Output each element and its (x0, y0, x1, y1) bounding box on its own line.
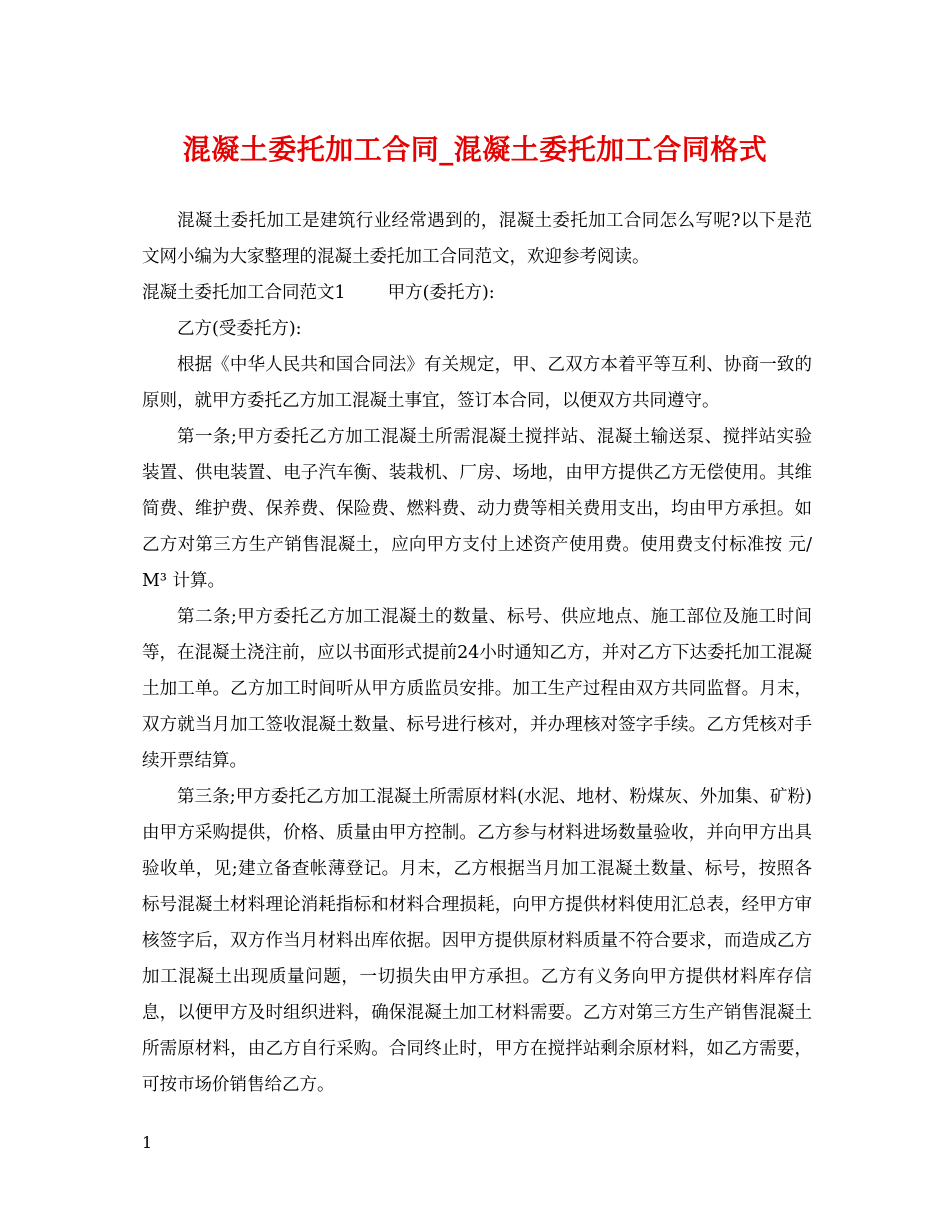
document-body (142, 203, 812, 1103)
party-b-label: 乙方(受委托方): (177, 319, 302, 339)
intro-paragraph: 混凝土委托加工是建筑行业经常遇到的，混凝土委托加工合同怎么写呢?以下是范文网小编为大家整理的混凝土委托加工合同范文，欢迎参考阅读。 (142, 211, 812, 267)
document-title: 混凝土委托加工合同_混凝土委托加工合同格式 (182, 133, 768, 166)
sample-heading-line (142, 275, 812, 311)
party-a-label: 甲方(委托方): (387, 283, 495, 303)
page-number: 1 (142, 1133, 153, 1152)
article-1-paragraph: 第一条;甲方委托乙方加工混凝土所需混凝土搅拌站、混凝土输送泵、搅拌站实验装置、供电装置、电子汽车衡、装栽机、厂房、场地，由甲方提供乙方无偿使用。其维简费、维护费、保养费、保险费、燃料费、动力费等相关费用支出，均由甲方承担。如乙方对第三方生产销售混凝土，应向甲方支付上述资产使用费。使用费支付标准按 元/M³ 计算。 (142, 427, 812, 591)
preamble-paragraph: 根据《中华人民共和国合同法》有关规定，甲、乙双方本着平等互利、协商一致的原则，就甲方委托乙方加工混凝土事宜，签订本合同，以便双方共同遵守。 (142, 355, 812, 411)
sample-heading: 混凝土委托加工合同范文1 (142, 283, 346, 303)
article-2-paragraph: 第二条;甲方委托乙方加工混凝土的数量、标号、供应地点、施工部位及施工时间等，在混凝土浇注前，应以书面形式提前24小时通知乙方，并对乙方下达委托加工混凝土加工单。乙方加工时间听从甲方质监员安排。加工生产过程由双方共同监督。月末，双方就当月加工签收混凝土数量、标号进行核对，并办理核对签字手续。乙方凭核对手续开票结算。 (142, 607, 812, 771)
article-3-paragraph: 第三条;甲方委托乙方加工混凝土所需原材料(水泥、地材、粉煤灰、外加集、矿粉)由甲方采购提供，价格、质量由甲方控制。乙方参与材料进场数量验收，并向甲方出具验收单，见;建立备查帐薄登记。月末，乙方根据当月加工混凝土数量、标号，按照各标号混凝土材料理论消耗指标和材料合理损耗，向甲方提供材料使用汇总表，经甲方审核签字后，双方作当月材料出库依据。因甲方提供原材料质量不符合要求，而造成乙方加工混凝土出现质量问题，一切损失由甲方承担。乙方有义务向甲方提供材料库存信息，以便甲方及时组织进料，确保混凝土加工材料需要。乙方对第三方生产销售混凝土所需原材料，由乙方自行采购。合同终止时，甲方在搅拌站剩余原材料，如乙方需要，可按市场价销售给乙方。 (142, 787, 812, 1095)
